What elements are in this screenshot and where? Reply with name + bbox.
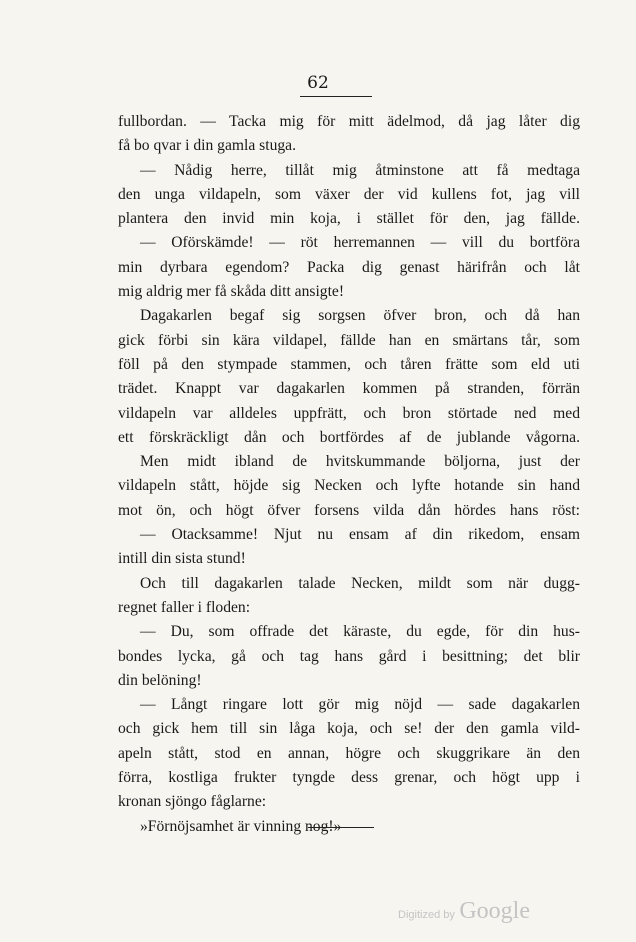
text-line: Och till dagakarlen talade Necken, mildt som när dugg-: [140, 574, 580, 592]
text-line: kronan sjöngo fåglarne:: [118, 793, 267, 811]
text-line: mig aldrig mer få skåda ditt ansigte!: [118, 283, 345, 301]
text-line: — Långt ringare lott gör mig nöjd — sade dagakarlen: [140, 696, 580, 714]
text-line: apeln stått, stod en annan, högre och skuggrikare än den: [118, 744, 580, 762]
text-line: — Oförskämde! — röt herremannen — vill du bortföra: [140, 234, 580, 252]
text-line: få bo qvar i din gamla stuga.: [118, 137, 296, 155]
text-line: regnet faller i floden:: [118, 598, 251, 616]
text-line: trädet. Knappt var dagakarlen kommen på stranden, förrän: [118, 380, 580, 398]
text-line: förra, kostliga frukter tyngde dess grenar, och högt upp i: [118, 769, 580, 787]
text-line: fullbordan. — Tacka mig för mitt ädelmod, då jag låter dig: [118, 113, 580, 130]
text-line: vildapeln var alldeles uppfrätt, och bron störtade ned med: [118, 404, 580, 422]
text-line: — Otacksamme! Njut nu ensam af din rikedom, ensam: [140, 526, 580, 544]
text-line: min dyrbara egendom? Packa dig genast härifrån och låt: [118, 258, 580, 276]
text-line: plantera den invid min koja, i stället för den, jag fällde.: [118, 210, 580, 228]
text-line: — Du, som offrade det käraste, du egde, för din hus-: [140, 623, 580, 641]
text-line: mot ön, och högt öfver forsens vilda dån hördes hans röst:: [118, 501, 580, 519]
text-line: — Nådig herre, tillåt mig åtminstone att få medtaga: [140, 161, 580, 179]
page-number: 62: [307, 73, 329, 93]
end-rule: [308, 827, 374, 828]
page-number-rule: [300, 96, 372, 97]
text-line: vildapeln stått, höjde sig Necken och lyfte hotande sin hand: [118, 477, 580, 495]
text-line: den unga vildapeln, som växer der vid kullens fot, jag vill: [118, 185, 580, 203]
digitized-watermark: [398, 898, 530, 925]
text-line: Dagakarlen begaf sig sorgsen öfver bron, och då han: [140, 307, 580, 325]
watermark-prefix: Digitized by: [398, 909, 455, 921]
text-line: intill din sista stund!: [118, 550, 246, 568]
body-text: [118, 110, 580, 839]
text-line: Men midt ibland de hvitskummande böljorna, just der: [140, 453, 580, 471]
text-line: föll på den stympade stammen, och tåren frätte som eld uti: [118, 355, 580, 373]
text-line: och gick hem till sin låga koja, och se! der den gamla vild-: [118, 720, 580, 738]
text-line: »Förnöjsamhet är vinning nog!»: [140, 817, 342, 835]
watermark-brand: Google: [459, 898, 530, 924]
text-line: ett förskräckligt dån och bortfördes af de jublande vågorna.: [118, 428, 580, 446]
text-line: din belöning!: [118, 671, 202, 689]
text-line: gick förbi sin kära vildapel, fällde han en smärtans tår, som: [118, 331, 580, 349]
text-line: bondes lycka, gå och tag hans gård i besittning; det blir: [118, 647, 580, 665]
